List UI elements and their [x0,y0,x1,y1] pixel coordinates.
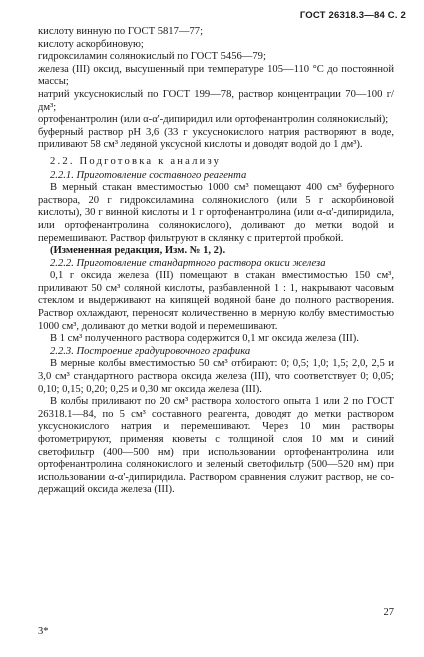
subsection-title-2-2-2: 2.2.2. Приготовление стандартного раствора окиси железа [50,257,326,269]
reagent-line: гидроксиламин солянокислый по ГОСТ 5456—79; [38,51,266,63]
reagent-line: железа (III) оксид, высушенный при температуре 105—110 °С до постоянной массы; [38,63,394,88]
page-number: 27 [383,607,394,618]
reagent-line: натрий уксуснокислый по ГОСТ 199—78, раствор концентрации 70—100 г/дм³; [38,88,394,113]
paragraph-2-2-3-b: В колбы приливают по 20 см³ раствора холостого опыта 1 или 2 по ГОСТ 26318.1—84, по 5 см³ составного реагента, доводят до метки раствором уксуснокислого натрия и перемешивают. Через 10 мин растворы фотометрируют, применяя кюветы с толщиной слоя 10 мм и синий светофильтр (400—500 нм) при использовании ортофенантролина или ортофенантролина солянокислого и зеленый светофильтр (500—520 нм) при использовании α-α'-дипиридила. Раствором сравнения служит раствор, не содержащий оксида железа (III). [38,396,394,496]
signature-mark: 3* [38,626,49,637]
paragraph-2-2-1: В мерный стакан вместимостью 1000 см³ помещают 400 см³ буферного раствора, 20 г гидроксиламина солянокислого (или 5 г аскорбиновой кислоты), 30 г винной кислоты и 1 г ортофенантролина (или α-α'-дипиридила, или ортофенантролина солянокислого), доливают до метки водой и перемешивают. Раствор фильтруют в склянку с притертой пробкой. [38,182,394,244]
edition-note: (Измененная редакция, Изм. № 1, 2). [50,245,226,257]
subsection-title-2-2-3: 2.2.3. Построение градуировочного графика [50,345,251,357]
paragraph-2-2-3-a: В мерные колбы вместимостью 50 см³ отбирают: 0; 0,5; 1,0; 1,5; 2,0, 2,5 и 3,0 см³ стандартного раствора оксида железа (III), что соответствует 0; 0,05; 0,10; 0,15; 0,20; 0,25 и 0,30 мг оксида железа (III). [38,358,394,395]
paragraph-2-2-2-b: В 1 см³ полученного раствора содержится 0,1 мг оксида железа (III). [50,333,359,345]
section-heading-2-2: 2.2. Подготовка к анализу [50,155,222,167]
reagent-line: кислоту винную по ГОСТ 5817—77; [38,26,204,37]
paragraph-2-2-2-a: 0,1 г оксида железа (III) помещают в стакан вместимостью 150 см³, приливают 50 см³ соляной кислоты, разбавленной 1 : 1, накрывают часовым стеклом и выдерживают на кипящей водяной бане до полного растворения. Раствор охлаждают, переносят количественно в мерную колбу вместимостью 1000 см³, доливают до метки водой и перемешивают. [38,270,394,332]
reagent-line: буферный раствор pH 3,6 (33 г уксуснокислого натрия растворяют в воде, приливают 58 см³ ледяной уксусной кислоты и доводят водой до 1 дм³). [38,126,394,151]
reagent-line: ортофенантролин (или α-α'-дипиридил или ортофенантролин солянокислый); [38,114,389,126]
subsection-title-2-2-1: 2.2.1. Приготовление составного реагента [50,169,247,181]
page-header: ГОСТ 26318.3—84 С. 2 [299,10,406,21]
reagent-line: кислоту аскорбиновую; [38,38,144,50]
document-body [38,26,394,497]
